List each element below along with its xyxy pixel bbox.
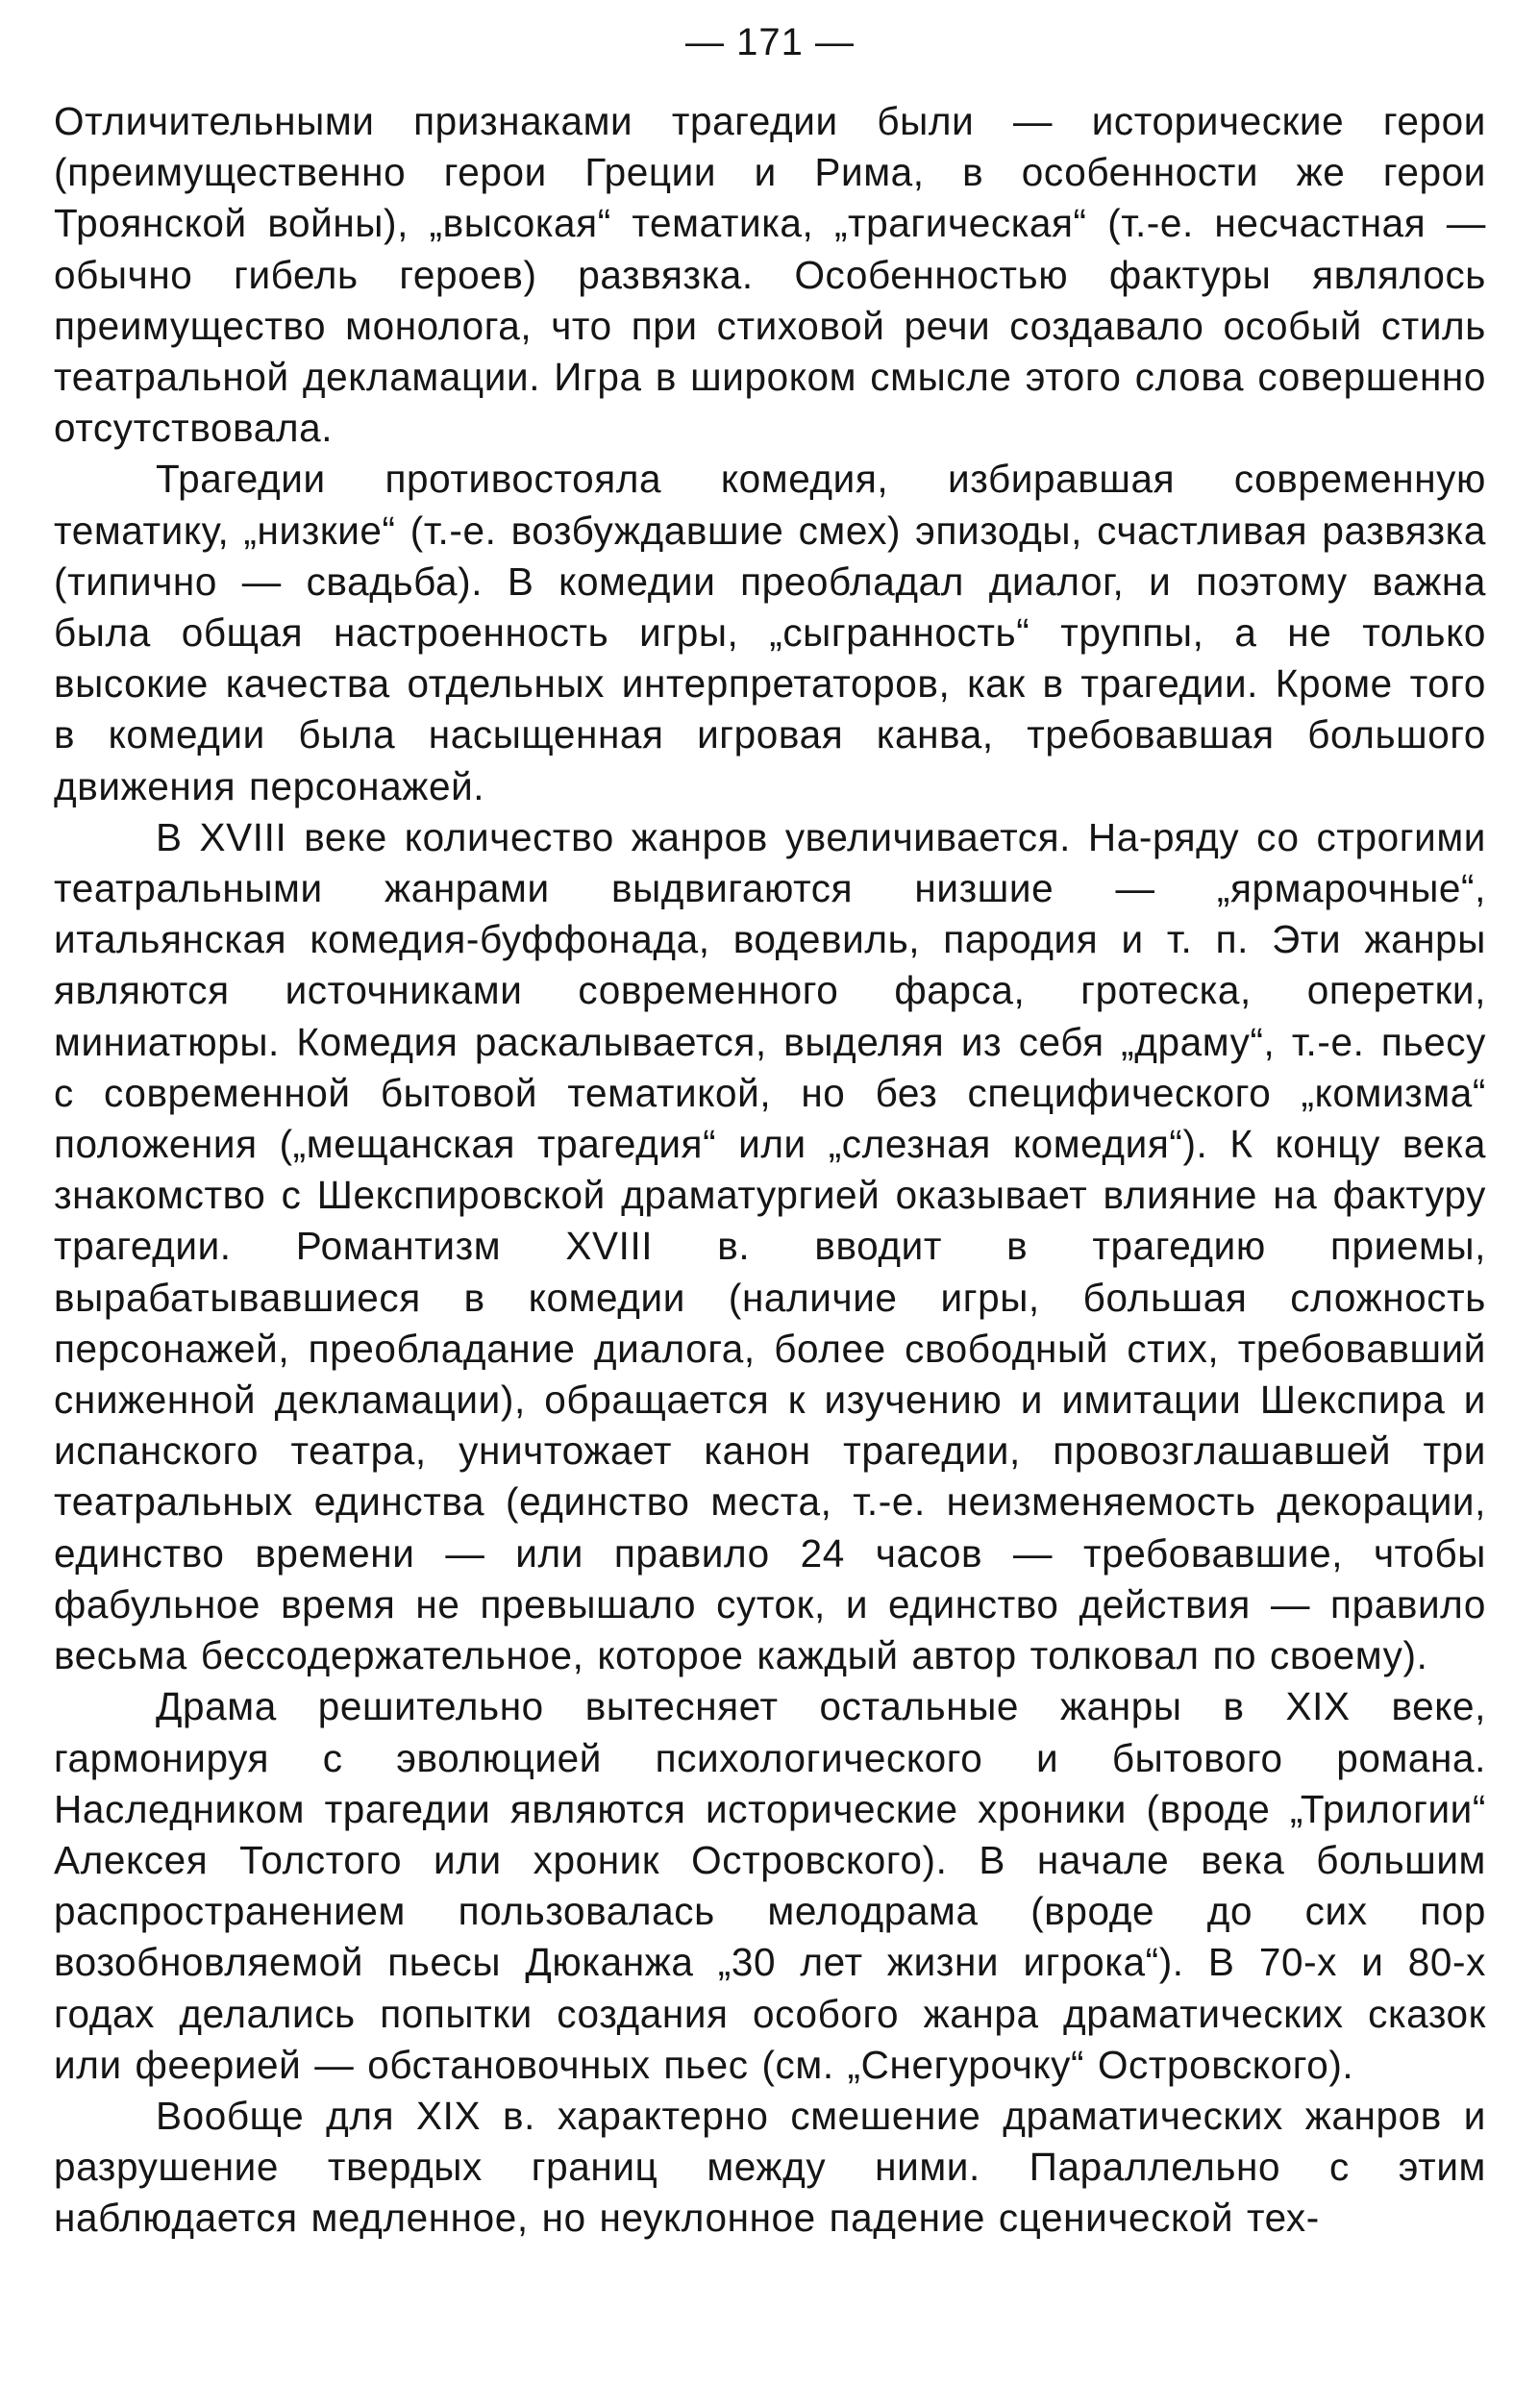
page-number: — 171 — <box>685 21 855 63</box>
paragraph-nineteenth-century-drama: Драма решительно вытесняет остальные жанры в XIX веке, гармонируя с эволюцией психологического и бытового романа. Наследником трагедии являются исторические хроники (вроде „Трилогии“ Алексея Толстого или хроник Островского). В начале века большим распространением пользовалась мелодрама (вроде до сих пор возобновляемой пьесы Дюканжа „30 лет жизни игрока“). В 70-х и 80-х годах делались попытки создания особого жанра драматических сказок или феерией — обстановочных пьес (см. „Снегурочку“ Островского). <box>54 1684 1486 2087</box>
paragraph-comedy: Трагедии противостояла комедия, избиравшая современную тематику, „низкие“ (т.-е. возбуждавшие смех) эпизоды, счастливая развязка (типично — свадьба). В комедии преобладал диалог, и поэтому важна была общая настроенность игры, „сыгранность“ труппы, а не только высокие качества отдельных интерпретаторов, как в трагедии. Кроме того в комедии была насыщенная игровая канва, требовавшая большого движения персонажей. <box>54 457 1486 808</box>
paragraph-genre-mixing: Вообще для XIX в. характерно смешение драматических жанров и разрушение твердых границ между ними. Параллельно с этим наблюдается медленное, но неуклонное падение сценической тех- <box>54 2093 1486 2241</box>
book-page <box>54 19 1486 2245</box>
paragraph-tragedy-features: Отличительными признаками трагедии были — исторические герои (преимущественно герои Греции и Рима, в особенности же герои Троянской войны), „высокая“ тематика, „трагическая“ (т.-е. несчастная — обычно гибель героев) развязка. Особенностью фактуры являлось преимущество монолога, что при стиховой речи создавало особый стиль театральной декламации. Игра в широком смысле этого слова совершенно отсутствовала. <box>54 99 1486 451</box>
paragraph-eighteenth-century: В XVIII веке количество жанров увеличивается. На-ряду со строгими театральными жанрами выдвигаются низшие — „ярмарочные“, итальянская комедия-буффонада, водевиль, пародия и т. п. Эти жанры являются источниками современного фарса, гротеска, оперетки, миниатюры. Комедия раскалывается, выделяя из себя „драму“, т.-е. пьесу с современной бытовой тематикой, но без специфического „комизма“ положения („мещанская трагедия“ или „слезная комедия“). К концу века знакомство с Шекспировской драматургией оказывает влияние на фактуру трагедии. Романтизм XVIII в. вводит в трагедию приемы, вырабатывавшиеся в комедии (наличие игры, большая сложность персонажей, преобладание диалога, более свободный стих, требовавший сниженной декламации), обращается к изучению и имитации Шекспира и испанского театра, уничтожает канон трагедии, провозглашавшей три театральных единства (единство места, т.-е. неизменяемость декорации, единство времени — или правило 24 часов — требовавшие, чтобы фабульное время не превышало суток, и единство действия — правило весьма бессодержательное, которое каждый автор толковал по своему). <box>54 814 1486 1678</box>
